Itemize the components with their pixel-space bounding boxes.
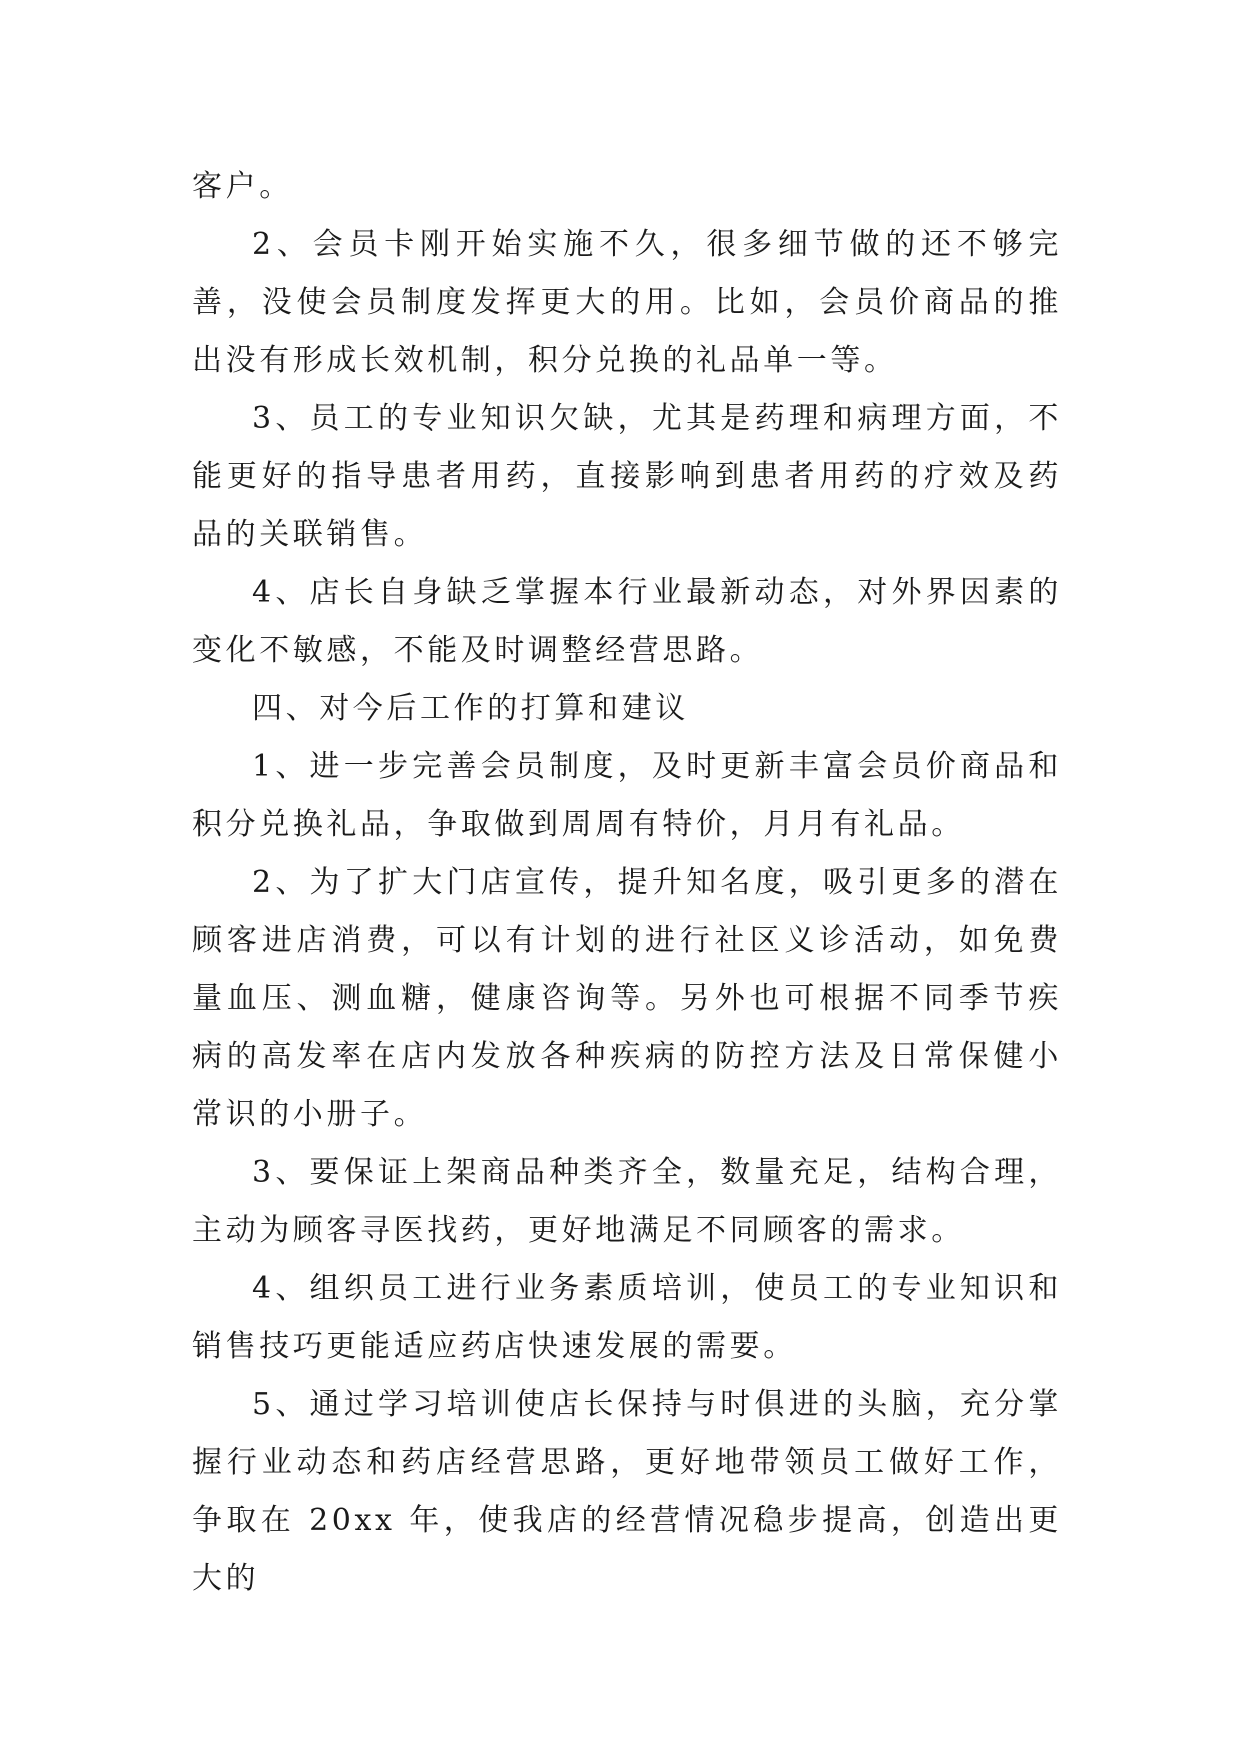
document-body xyxy=(192,158,1062,1608)
section-heading: 四、对今后工作的打算和建议 xyxy=(252,691,689,726)
paragraph: 4、组织员工进行业务素质培训，使员工的专业知识和销售技巧更能适应药店快速发展的需要。 xyxy=(192,1271,1062,1364)
paragraph: 1、进一步完善会员制度，及时更新丰富会员价商品和积分兑换礼品，争取做到周周有特价，月月有礼品。 xyxy=(192,749,1062,842)
paragraph: 客户。 xyxy=(192,169,293,204)
paragraph: 2、会员卡刚开始实施不久，很多细节做的还不够完善，没使会员制度发挥更大的用。比如，会员价商品的推出没有形成长效机制，积分兑换的礼品单一等。 xyxy=(192,227,1062,378)
paragraph: 2、为了扩大门店宣传，提升知名度，吸引更多的潜在顾客进店消费，可以有计划的进行社区义诊活动，如免费量血压、测血糖，健康咨询等。另外也可根据不同季节疾病的高发率在店内发放各种疾病的防控方法及日常保健小常识的小册子。 xyxy=(192,865,1062,1132)
paragraph: 3、要保证上架商品种类齐全，数量充足，结构合理，主动为顾客寻医找药，更好地满足不同顾客的需求。 xyxy=(192,1155,1062,1248)
paragraph: 4、店长自身缺乏掌握本行业最新动态，对外界因素的变化不敏感，不能及时调整经营思路。 xyxy=(192,575,1062,668)
paragraph: 3、员工的专业知识欠缺，尤其是药理和病理方面，不能更好的指导患者用药，直接影响到患者用药的疗效及药品的关联销售。 xyxy=(192,401,1062,552)
paragraph: 5、通过学习培训使店长保持与时俱进的头脑，充分掌握行业动态和药店经营思路，更好地带领员工做好工作，争取在 20xx 年，使我店的经营情况稳步提高，创造出更大的 xyxy=(192,1387,1062,1596)
